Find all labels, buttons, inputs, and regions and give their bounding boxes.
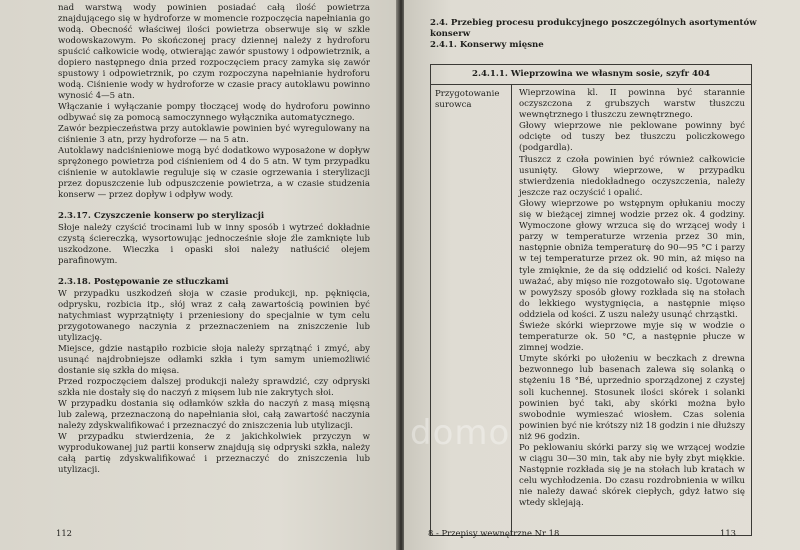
right-page — [404, 0, 800, 550]
row-paragraph: Głowy wieprzowe po wstępnym opłukaniu moczy się w bieżącej zimnej wodzie przez ok. 4 godziny. Wymoczone głowy wrzuca się do wrzącej wody i parzy w temperaturze wrzenia przez 30 min, następnie obniża temperaturę do 90—95 °C i parzy w tej temperaturze przez ok. 90 min, aż mięso na tyle zmięknie, że da się oddzielić od kości. Należy uważać, aby mięso nie rozgotowało się. Ugotowane w powyższy sposób głowy rozkłada się na stołach do lekkiego wystygnięcia, a następnie mięso oddziela od kości. Z uszu należy usunąć chrząstki. — [519, 198, 745, 320]
section-heading: 2.3.17. Czyszczenie konserw po sterylizacji — [58, 211, 265, 221]
section-paragraph: Przed rozpoczęciem dalszej produkcji należy sprawdzić, czy odpryski szkła nie dostały się do naczyń z mięsem lub nie zakrytych słoi. — [58, 377, 370, 398]
section-paragraph: W przypadku dostania się odłamków szkła do naczyń z masą mięsną lub zalewą, przeznaczoną do napełniania słoi, całą zawartość naczynia należy zdyskwalifikować i przeznaczyć do zniszczenia lub utylizacji. — [58, 399, 370, 431]
left-paragraph: Zawór bezpieczeństwa przy autoklawie powinien być wyregulowany na ciśnienie 3 atn, przy hydroforze — na 5 atn. — [58, 124, 370, 145]
page-footer: 8 - Przepisy wewnętrzne Nr 18 — [428, 528, 560, 538]
row-paragraph: Tłuszcz z czoła powinien być również całkowicie usunięty. Głowy wieprzowe, w przypadku stwierdzenia niedokładnego oczyszczenia, należy jeszcze raz oczyścić i opalić. — [519, 154, 745, 198]
left-column — [58, 3, 370, 476]
page-number: 112 — [56, 528, 72, 538]
left-paragraph: nad warstwą wody powinien posiadać całą ilość powietrza znajdującego się w hydroforze w momencie rozpoczęcia napełniania go wodą. Obecność właściwej ilości powietrza obserwuje się w szkle wodowskazowym. Po skończonej pracy dziennej należy z hydroforu spuścić całkowicie wodę, otwierając zawór spustowy i odpowietrznik, a dopiero następnego dnia przed rozpoczęciem pracy zamyka się zawór spustowy i odpowietrznik, po czym rozpoczyna napełnianie hydroforu wodą. Ciśnienie wody w hydroforze w czasie pracy autoklawu powinno wynosić 4—5 atn. — [58, 3, 370, 101]
table-divider — [511, 85, 512, 535]
left-paragraph: Włączanie i wyłączanie pompy tłoczącej wodę do hydroforu powinno odbywać się za pomocą samoczynnego wyłącznika automatycznego. — [58, 102, 370, 123]
section-paragraph: Miejsce, gdzie nastąpiło rozbicie słoja należy sprzątnąć i zmyć, aby usunąć najdrobniejsze odłamki szkła i tym samym uniemożliwić dostanie się szkła do mięsa. — [58, 344, 370, 376]
process-table — [430, 64, 752, 536]
table-title: 2.4.1.1. Wieprzowina we własnym sosie, szyfr 404 — [431, 65, 751, 85]
section-paragraph: W przypadku uszkodzeń słoja w czasie produkcji, np. pęknięcia, odprysku, rozbicia itp., słój wraz z całą zawartością powinien być natychmiast wyprzątnięty i przeniesiony do specjalnie w tym celu przygotowanego naczynia z przeznaczeniem na zniszczenie lub utylizację. — [58, 289, 370, 343]
heading-line: 2.4. Przebieg procesu produkcyjnego poszczególnych asortymentów konserw — [430, 18, 757, 39]
section-text: Słoje należy czyścić trocinami lub w inny sposób i wytrzeć dokładnie czystą ściereczką, wysortowując jednocześnie słoje źle zamknięte lub uszkodzone. Wieczka i opaski słoi należy natłuścić olejem parafinowym. — [58, 223, 370, 266]
row-label: Przygotowanie surowca — [435, 89, 500, 110]
section-heading: 2.3.18. Postępowanie ze stłuczkami — [58, 277, 229, 287]
row-content — [519, 88, 745, 510]
heading-line: 2.4.1. Konserwy mięsne — [430, 40, 544, 50]
page-number: 113 — [720, 528, 736, 538]
row-paragraph: Wieprzowina kl. II powinna być starannie oczyszczona z grubszych warstw tłuszczu wewnętrznego i tłuszczu zewnętrznego. — [519, 88, 745, 121]
watermark: domo — [410, 413, 511, 453]
left-paragraph: Autoklawy nadciśnieniowe mogą być dodatkowo wyposażone w dopływ sprężonego powietrza pod ciśnieniem od 4 do 5 atn. W tym przypadku ciśnienie w autoklawie reguluje się w czasie ogrzewania i sterylizacji przez dopuszczenie lub odpuszczenie powietrza, a w czasie studzenia konserw — przez dopływ i odpływ wody. — [58, 146, 370, 200]
chapter-heading — [430, 18, 760, 51]
row-paragraph: Głowy wieprzowe nie peklowane powinny być odcięte od tuszy bez tłuszczu policzkowego (podgardla). — [519, 121, 745, 154]
row-paragraph: Świeże skórki wieprzowe myje się w wodzie o temperaturze ok. 50 °C, a następnie płucze w zimnej wodzie. — [519, 320, 745, 354]
section-paragraph: W przypadku stwierdzenia, że z jakichkolwiek przyczyn w wyprodukowanej już partii konserw znajdują się odpryski szkła, należy całą partię zdyskwalifikować i przeznaczyć do zniszczenia lub utylizacji. — [58, 432, 370, 475]
row-paragraph: Umyte skórki po ułożeniu w beczkach z drewna bezwonnego lub basenach zalewa się solanką o stężeniu 18 °Bé, uprzednio sporządzonej z czystej soli kuchennej. Stosunek ilości skórek i solanki powinien być taki, aby skórki można było swobodnie wymieszać wiosłem. Czas solenia powinien być nie krótszy niż 18 godzin i nie dłuższy niż 96 godzin. — [519, 354, 745, 442]
row-paragraph: Po peklowaniu skórki parzy się we wrzącej wodzie w ciągu 30—30 min, tak aby nie były zbyt miękkie. Następnie rozkłada się je na stołach lub kratach w celu wychłodzenia. Do czasu rozdrobnienia w wilku nie należy dawać skórek ciepłych, gdyż łatwo się wtedy sklejają. — [519, 443, 745, 509]
left-page — [0, 0, 398, 550]
